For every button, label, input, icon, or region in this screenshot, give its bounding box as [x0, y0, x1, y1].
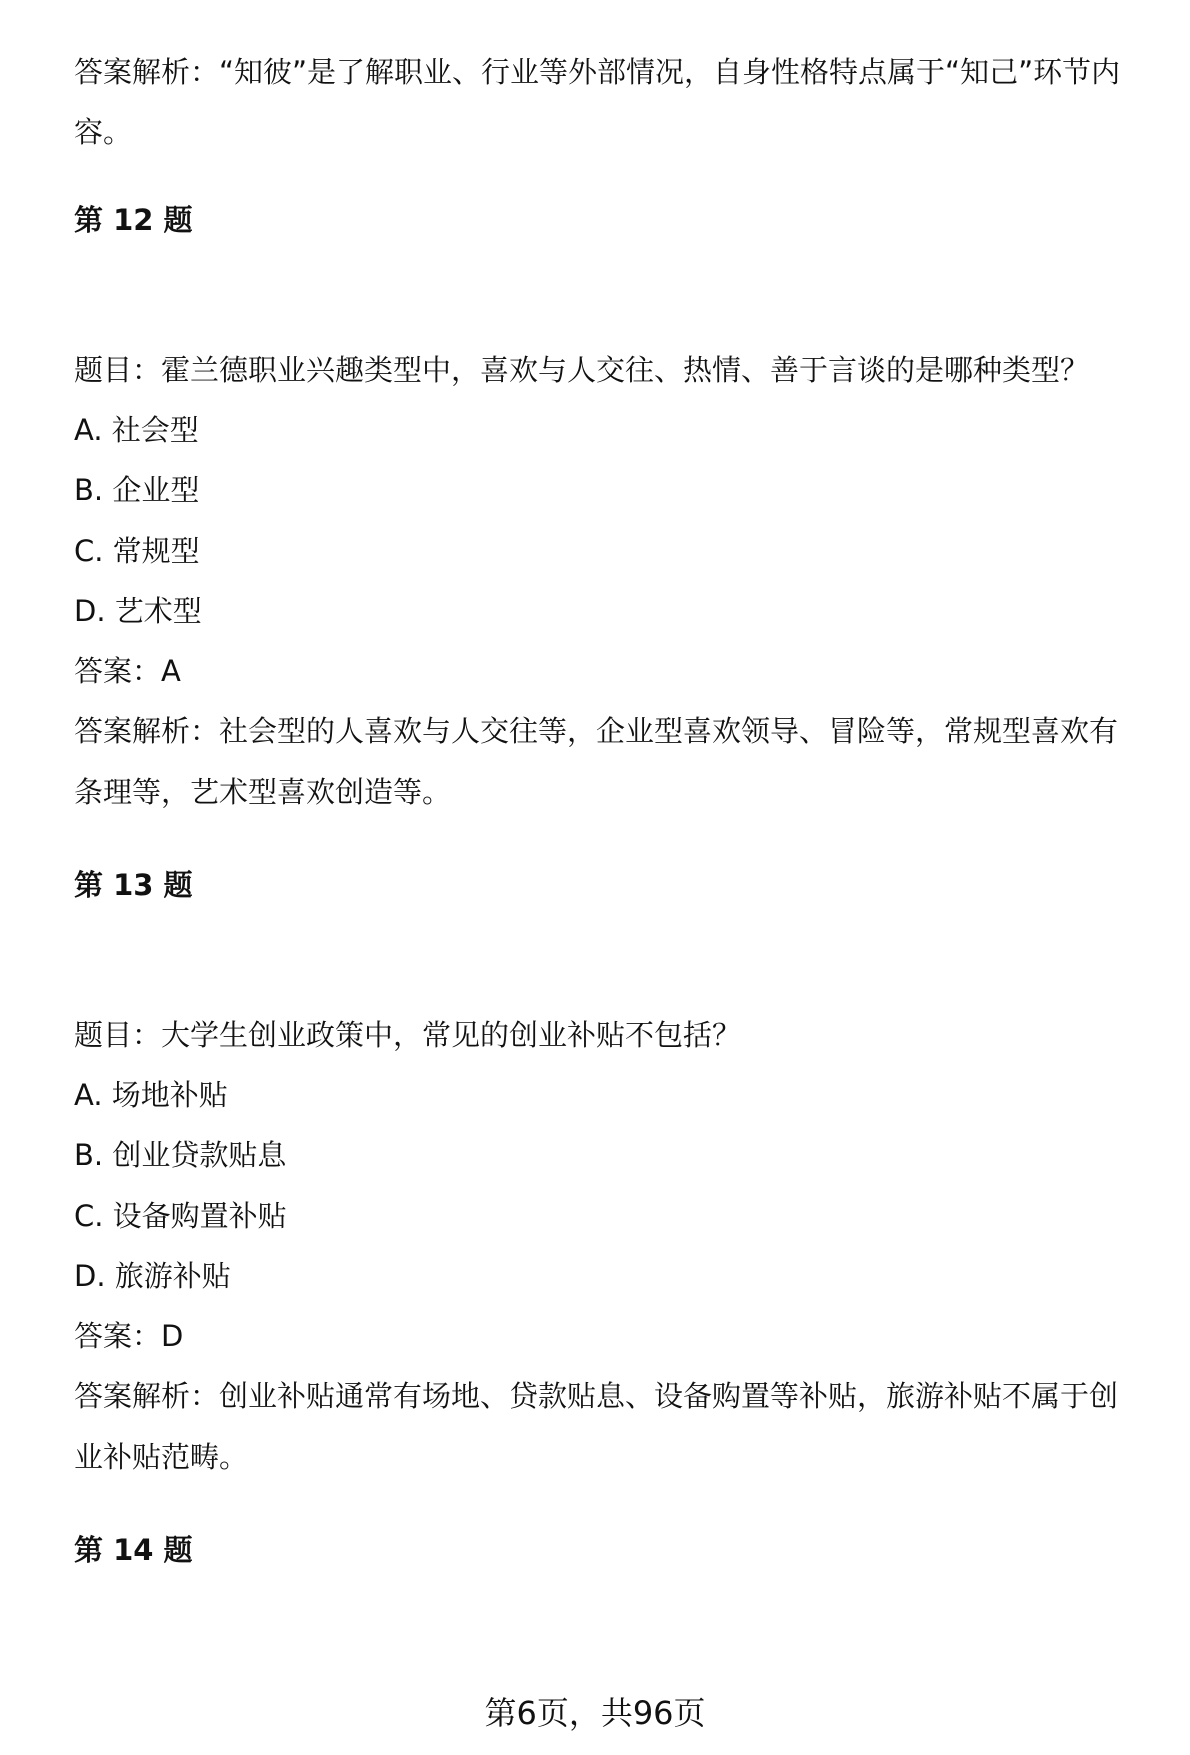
q13-option-a: A. 场地补贴: [74, 1078, 228, 1112]
q13-option-d: D. 旅游补贴: [74, 1259, 231, 1293]
q13-option-c: C. 设备购置补贴: [74, 1199, 287, 1233]
q12-analysis-line-2: 条理等，艺术型喜欢创造等。: [74, 775, 452, 809]
q13-analysis-line-1: 答案解析：创业补贴通常有场地、贷款贴息、设备购置等补贴，旅游补贴不属于创: [74, 1379, 1119, 1413]
q14-heading: 第 14 题: [74, 1533, 193, 1567]
q12-option-c: C. 常规型: [74, 534, 200, 568]
q12-heading: 第 12 题: [74, 203, 193, 237]
q12-option-d: D. 艺术型: [74, 594, 202, 628]
q13-heading: 第 13 题: [74, 868, 193, 902]
q13-analysis-line-2: 业补贴范畴。: [74, 1440, 249, 1474]
q13-question: 题目：大学生创业政策中，常见的创业补贴不包括？: [74, 1018, 742, 1052]
q12-analysis-line-1: 答案解析：社会型的人喜欢与人交往等，企业型喜欢领导、冒险等，常规型喜欢有: [74, 714, 1119, 748]
q12-answer: 答案：A: [74, 654, 181, 688]
q12-option-b: B. 企业型: [74, 473, 200, 507]
q13-option-b: B. 创业贷款贴息: [74, 1138, 287, 1172]
q12-option-a: A. 社会型: [74, 413, 199, 447]
q11-analysis-line-1: 答案解析：“知彼”是了解职业、行业等外部情况，自身性格特点属于“知己”环节内: [74, 55, 1121, 89]
q12-question: 题目：霍兰德职业兴趣类型中，喜欢与人交往、热情、善于言谈的是哪种类型？: [74, 353, 1090, 387]
page-number-footer: 第6页，共96页: [484, 1694, 706, 1732]
q13-answer: 答案：D: [74, 1319, 184, 1353]
q11-analysis-line-2: 容。: [74, 115, 133, 149]
